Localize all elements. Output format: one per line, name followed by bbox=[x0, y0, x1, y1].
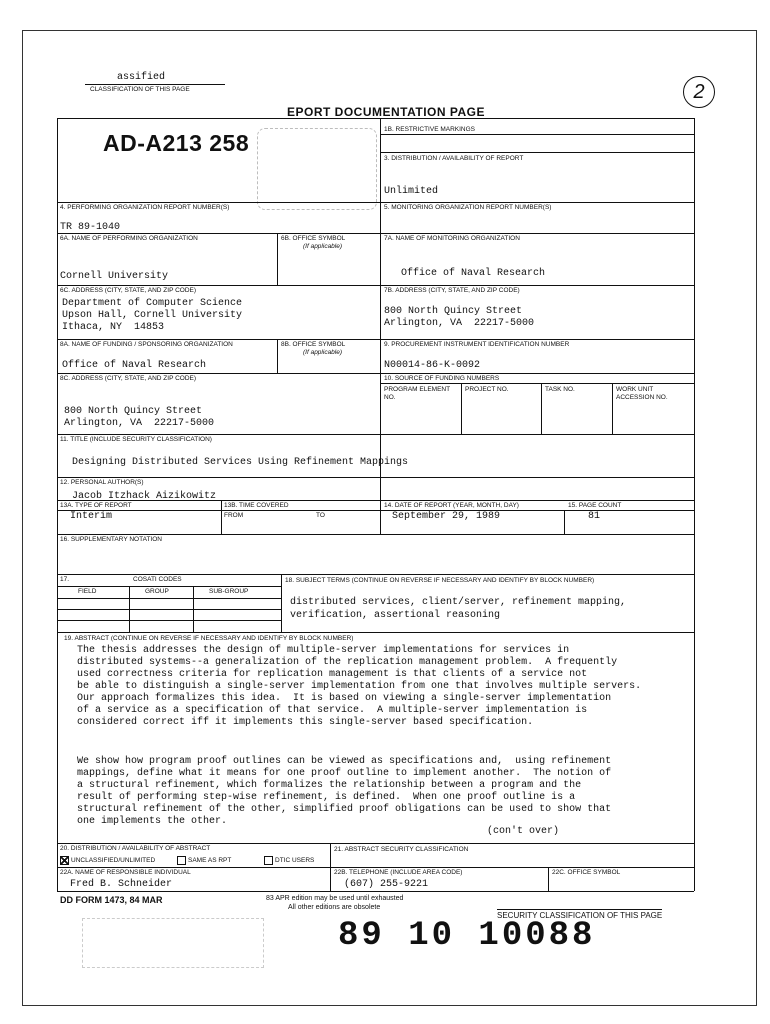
rule bbox=[57, 586, 281, 587]
checkbox-icon bbox=[264, 856, 273, 865]
rule bbox=[277, 339, 278, 373]
rule bbox=[57, 598, 281, 599]
rule bbox=[330, 867, 331, 891]
f20-option-same-as-rpt[interactable] bbox=[177, 856, 231, 865]
f6c-label: 6C. ADDRESS (CITY, STATE, AND ZIP CODE) bbox=[60, 287, 197, 294]
f8c-label: 8C. ADDRESS (CITY, STATE, AND ZIP CODE) bbox=[60, 375, 197, 382]
f10-label: 10. SOURCE OF FUNDING NUMBERS bbox=[384, 375, 500, 382]
abstract-line: We show how program proof outlines can be viewed as specifications and, using refinement bbox=[77, 756, 612, 767]
classification-underline bbox=[85, 84, 225, 85]
rule bbox=[57, 373, 694, 374]
rule bbox=[221, 500, 222, 512]
f22b-label: 22B. TELEPHONE (INCLUDE AREA CODE) bbox=[334, 869, 463, 876]
f12-label: 12. PERSONAL AUTHOR(S) bbox=[60, 479, 144, 486]
f21-label: 21. ABSTRACT SECURITY CLASSIFICATION bbox=[334, 846, 469, 853]
rule bbox=[277, 233, 278, 285]
f8c-line1: 800 North Quincy Street bbox=[64, 406, 203, 417]
f14-value: September 29, 1989 bbox=[392, 511, 501, 522]
rule bbox=[57, 339, 694, 340]
f9-value: N00014-86-K-0092 bbox=[384, 360, 481, 371]
rule bbox=[221, 510, 222, 534]
rule bbox=[57, 620, 281, 621]
f11-label: 11. TITLE (INCLUDE SECURITY CLASSIFICATION) bbox=[60, 436, 212, 443]
f8b-sub: (If applicable) bbox=[303, 349, 343, 356]
rule bbox=[564, 510, 565, 534]
f3-value: Unlimited bbox=[384, 186, 439, 197]
f6a-label: 6A. NAME OF PERFORMING ORGANIZATION bbox=[60, 235, 198, 242]
f8c-line2: Arlington, VA 22217-5000 bbox=[64, 418, 215, 429]
f17-group: GROUP bbox=[145, 588, 169, 595]
rule bbox=[57, 233, 694, 234]
rule bbox=[380, 383, 694, 384]
f14-label: 14. DATE OF REPORT (YEAR, MONTH, DAY) bbox=[384, 502, 519, 509]
abstract-line: result of performing step-wise refinement, is defined. When one proof outline is a bbox=[77, 792, 576, 803]
f22a-label: 22A. NAME OF RESPONSIBLE INDIVIDUAL bbox=[60, 869, 191, 876]
f6b-sub: (If applicable) bbox=[303, 243, 343, 250]
f22c-label: 22C. OFFICE SYMBOL bbox=[552, 869, 621, 876]
f4-label: 4. PERFORMING ORGANIZATION REPORT NUMBER(S) bbox=[60, 204, 230, 211]
f22a-value: Fred B. Schneider bbox=[70, 879, 173, 890]
f8a-value: Office of Naval Research bbox=[62, 360, 207, 371]
f17-label: 17. bbox=[60, 576, 70, 583]
f8a-label: 8A. NAME OF FUNDING / SPONSORING ORGANIZATION bbox=[60, 341, 233, 348]
abstract-line: The thesis addresses the design of multiple-server implementations for services in bbox=[77, 645, 570, 656]
f11-value: Designing Distributed Services Using Refinement Mappings bbox=[72, 457, 409, 468]
f20-opt1-label: UNCLASSIFIED/UNLIMITED bbox=[71, 857, 156, 865]
rule bbox=[57, 574, 694, 575]
f22b-value: (607) 255-9221 bbox=[344, 879, 429, 890]
abstract-line: mappings, define what it means for one proof outline to implement another. The notion of bbox=[77, 768, 612, 779]
rule bbox=[57, 285, 694, 286]
f1b-label: 1B. RESTRICTIVE MARKINGS bbox=[384, 126, 476, 133]
f15-value: 81 bbox=[588, 511, 601, 522]
f17-field: FIELD bbox=[78, 588, 97, 595]
f13b-label: 13B. TIME COVERED bbox=[224, 502, 289, 509]
abstract-line: one implements the other. bbox=[77, 816, 228, 827]
abstract-continued: (con't over) bbox=[487, 826, 560, 837]
rule bbox=[57, 118, 694, 119]
rule bbox=[57, 843, 694, 844]
f9-label: 9. PROCUREMENT INSTRUMENT IDENTIFICATION NUMBER bbox=[384, 341, 570, 348]
rule bbox=[380, 152, 694, 153]
rule bbox=[57, 534, 694, 535]
edition-note-2: All other editions are obsolete bbox=[288, 904, 381, 911]
rule bbox=[541, 383, 542, 434]
f6c-line2: Upson Hall, Cornell University bbox=[62, 310, 243, 321]
form-id: DD FORM 1473, 84 MAR bbox=[60, 895, 163, 905]
checkbox-icon bbox=[177, 856, 186, 865]
page-mark: 2 bbox=[683, 76, 715, 108]
f17-subgroup: SUB-GROUP bbox=[209, 588, 249, 595]
f4-value: TR 89-1040 bbox=[60, 222, 121, 233]
rule bbox=[461, 383, 462, 434]
f8b-label: 8B. OFFICE SYMBOL bbox=[281, 341, 346, 348]
rule bbox=[57, 434, 694, 435]
stamp-number: 89 10 10088 bbox=[338, 917, 596, 955]
f20-label: 20. DISTRIBUTION / AVAILABILITY OF ABSTRACT bbox=[60, 845, 211, 852]
f7a-value: Office of Naval Research bbox=[401, 268, 546, 279]
f18-line2: verification, assertional reasoning bbox=[290, 610, 501, 621]
f20-opt2-label: SAME AS RPT bbox=[188, 857, 232, 865]
dtic-stamp bbox=[257, 128, 377, 210]
classification-top: assified bbox=[117, 72, 166, 83]
f13a-label: 13A. TYPE OF REPORT bbox=[60, 502, 132, 509]
f16-label: 16. SUPPLEMENTARY NOTATION bbox=[60, 536, 162, 543]
classification-label: CLASSIFICATION OF THIS PAGE bbox=[90, 86, 190, 93]
f7b-line1: 800 North Quincy Street bbox=[384, 306, 523, 317]
f18-line1: distributed services, client/server, refinement mapping, bbox=[290, 597, 627, 608]
f10-col4: WORK UNIT ACCESSION NO. bbox=[616, 386, 668, 401]
f17-cosati: COSATI CODES bbox=[133, 576, 182, 583]
rule bbox=[612, 383, 613, 434]
abstract-line: distributed systems--a generalization of the replication management problem. A frequently bbox=[77, 657, 618, 668]
f19-label: 19. ABSTRACT (CONTINUE ON REVERSE IF NECESSARY AND IDENTIFY BY BLOCK NUMBER) bbox=[64, 635, 354, 642]
document-number: AD-A213 258 bbox=[103, 130, 250, 156]
f3-label: 3. DISTRIBUTION / AVAILABILITY OF REPORT bbox=[384, 155, 524, 162]
f20-option-unclassified[interactable] bbox=[60, 856, 155, 865]
f12-value: Jacob Itzhack Aizikowitz bbox=[72, 491, 217, 502]
abstract-line: a structural refinement, which formalizes the relationship between a program and the bbox=[77, 780, 582, 791]
checkbox-checked-icon bbox=[60, 856, 69, 865]
f10-col2: PROJECT NO. bbox=[465, 386, 509, 393]
f5-label: 5. MONITORING ORGANIZATION REPORT NUMBER(S) bbox=[384, 204, 552, 211]
security-footer: SECURITY CLASSIFICATION OF THIS PAGE bbox=[497, 911, 663, 920]
rule bbox=[57, 477, 694, 478]
abstract-line: structural refinement of the other, simplified proof obligations can be used to show that bbox=[77, 804, 612, 815]
f20-opt3-label: DTIC USERS bbox=[275, 857, 315, 865]
rule bbox=[57, 609, 281, 610]
f6c-line1: Department of Computer Science bbox=[62, 298, 243, 309]
f6c-line3: Ithaca, NY 14853 bbox=[62, 322, 165, 333]
f13a-value: Interim bbox=[70, 511, 113, 522]
f20-option-dtic-users[interactable] bbox=[264, 856, 314, 865]
abstract-line: Our approach formalizes this idea. It is based on viewing a single-server implementation bbox=[77, 693, 612, 704]
rule bbox=[380, 500, 381, 534]
page-title: EPORT DOCUMENTATION PAGE bbox=[287, 105, 485, 119]
rule bbox=[330, 843, 331, 867]
f18-label: 18. SUBJECT TERMS (CONTINUE ON REVERSE IF NECESSARY AND IDENTIFY BY BLOCK NUMBER) bbox=[285, 577, 595, 584]
faint-stamp bbox=[82, 918, 264, 968]
rule bbox=[57, 118, 58, 891]
rule bbox=[694, 118, 695, 891]
f13b-from: FROM bbox=[224, 512, 244, 519]
rule bbox=[57, 500, 694, 501]
rule bbox=[380, 134, 694, 135]
f10-col3: TASK NO. bbox=[545, 386, 575, 393]
rule bbox=[57, 202, 694, 203]
abstract-line: considered correct iff it implements this single-server based specification. bbox=[77, 717, 534, 728]
rule bbox=[57, 891, 694, 892]
rule bbox=[57, 867, 694, 868]
f15-label: 15. PAGE COUNT bbox=[568, 502, 622, 509]
abstract-line: be able to distinguish a single-server implementation from one that involves multiple servers. bbox=[77, 681, 642, 692]
rule bbox=[57, 632, 694, 633]
f7b-label: 7B. ADDRESS (CITY, STATE, AND ZIP CODE) bbox=[384, 287, 520, 294]
f6a-value: Cornell University bbox=[60, 271, 169, 282]
f10-col1: PROGRAM ELEMENT NO. bbox=[384, 386, 450, 401]
f7a-label: 7A. NAME OF MONITORING ORGANIZATION bbox=[384, 235, 520, 242]
f13b-to: TO bbox=[316, 512, 325, 519]
rule bbox=[281, 574, 282, 632]
rule bbox=[548, 867, 549, 891]
abstract-line: used correctness criteria for replication management is that clients of a service not bbox=[77, 669, 588, 680]
rule bbox=[380, 118, 381, 534]
f6b-label: 6B. OFFICE SYMBOL bbox=[281, 235, 346, 242]
abstract-line: of a service as a specification of that service. A multiple-server implementation is bbox=[77, 705, 588, 716]
edition-note-1: 83 APR edition may be used until exhausted bbox=[266, 895, 404, 902]
f7b-line2: Arlington, VA 22217-5000 bbox=[384, 318, 535, 329]
